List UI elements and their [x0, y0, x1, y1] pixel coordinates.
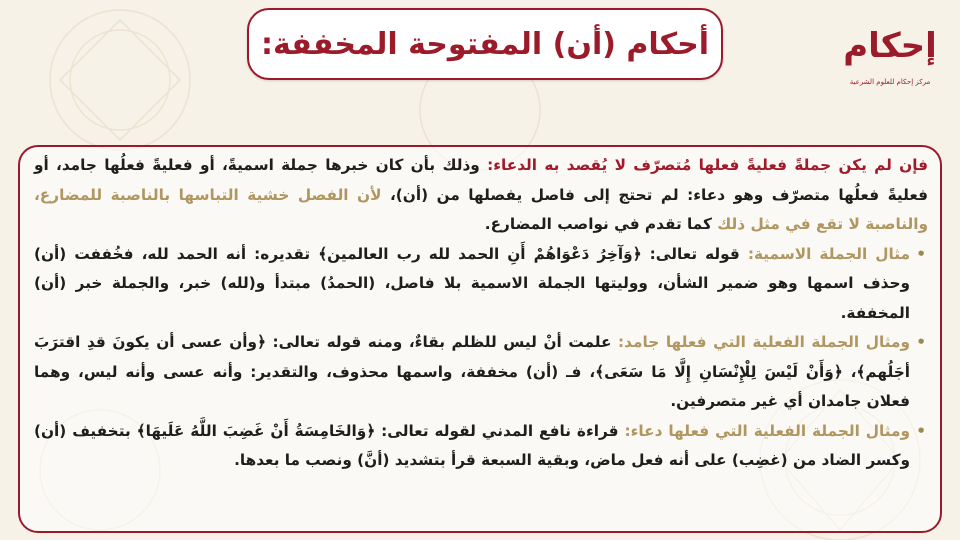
logo-word: إحكام: [843, 26, 937, 66]
example-heading: ومثال الجملة الفعلية التي فعلها دعاء:: [624, 421, 910, 440]
intro-tail: كما تقدم في نواصب المضارع.: [484, 215, 718, 233]
page-title: أحكام (أن) المفتوحة المخففة:: [260, 26, 710, 62]
title-box: [247, 8, 723, 80]
intro-paragraph: [34, 151, 928, 240]
example-supplication: [34, 417, 910, 476]
logo-subtitle: مركز إحكام للعلوم الشرعية: [849, 78, 931, 86]
examples-list: [34, 240, 928, 476]
example-heading: مثال الجملة الاسمية:: [747, 244, 910, 263]
logo: [842, 22, 938, 102]
example-frozen-verb: [34, 328, 910, 417]
intro-body: وذلك بأن كان خبرها جملة اسميةً، أو فعليةً فعلُها جامد، أو فعليةً فعلُها متصرّف وهو دعاء: لم تحتج إلى فاصل يفصلها من (أن)،: [34, 156, 928, 204]
example-text: علمت أنْ ليس للظلم بقاءٌ، ومنه قوله تعالى: ﴿وأن عسى أن يكونَ قدِ اقترَبَ أجَلُهم﴾، ﴿وَأَنْ لَيْسَ لِلْإِنْسَانِ إِلَّا مَا سَعَى﴾، فـ (أن) مخففة، واسمها محذوف، والتقدير: وأنه عسى وأنه ليس، وهما فعلان جامدان أي غير متصرفين.: [34, 333, 910, 410]
content-box: [18, 145, 942, 533]
example-text: قوله تعالى: ﴿وَآخِرُ دَعْوَاهُمْ أَنِ الحمد لله رب العالمين﴾ تقديره: أنه الحمد لله، فخُففت (أن) وحذف اسمها وهو ضمير الشأن، ووليتها الجملة الاسمية بلا فاصل، (الحمدُ) مبتدأ و(لله) خبر، والجملة خبر (أن) المخففة.: [34, 244, 910, 322]
example-nominal: [34, 240, 910, 329]
example-heading: ومثال الجملة الفعلية التي فعلها جامد:: [618, 333, 910, 351]
example-text: قراءة نافع المدني لقوله تعالى: ﴿وَالخَامِسَةُ أَنْ غَضِبَ اللَّهُ عَلَيهَا﴾ بتخفيف (أن) وكسر الضاد من (غضِب) على أنه فعل ماض، وبقية السبعة قرأ بتشديد (أنَّ) ونصب ما بعدها.: [34, 421, 910, 469]
intro-reason: لأن الفصل خشية التباسها بالناصبة للمضارع، والناصبة لا تقع في مثل ذلك: [34, 185, 928, 233]
intro-condition: فإن لم يكن جملةً فعليةً فعلها مُتصرّف لا يُقصد به الدعاء:: [487, 156, 928, 174]
